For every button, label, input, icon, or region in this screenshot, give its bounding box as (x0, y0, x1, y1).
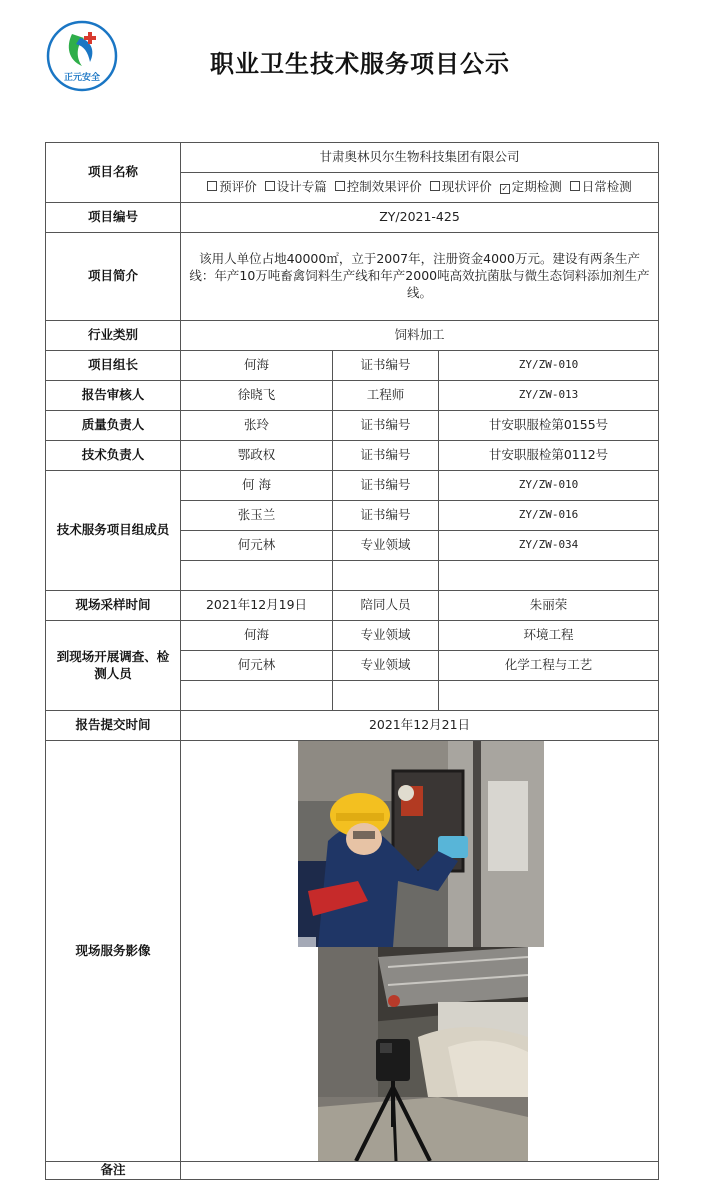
reviewer-field: 工程师 (333, 381, 439, 411)
site-photos-cell (181, 741, 659, 1162)
service-type-status-eval[interactable]: 现状评价 (430, 179, 492, 196)
page-title: 职业卫生技术服务项目公示 (210, 50, 510, 78)
quality-lead-cert: 甘安职服检第0155号 (439, 411, 659, 441)
service-type-control-eval[interactable]: 控制效果评价 (335, 179, 422, 196)
service-type-row (181, 173, 659, 203)
sampling-date: 2021年12月19日 (181, 591, 333, 621)
team-members-label: 技术服务项目组成员 (46, 471, 181, 591)
checkbox-icon (207, 181, 217, 191)
quality-lead-field: 证书编号 (333, 411, 439, 441)
sampling-time-label: 现场采样时间 (46, 591, 181, 621)
team-leader-name: 何海 (181, 351, 333, 381)
member-empty-cell (333, 561, 439, 591)
site-photo-warehouse-tripod[interactable] (318, 947, 528, 1161)
report-submit-label: 报告提交时间 (46, 711, 181, 741)
project-intro-value: 该用人单位占地40000㎡，立于2007年，注册资金4000万元。建设有两条生产线：年产10万吨畜禽饲料生产线和年产2000吨高效抗菌肽与微生态饲料添加剂生产线。 (181, 233, 659, 321)
member-empty-cell (181, 561, 333, 591)
reviewer-label: 报告审核人 (46, 381, 181, 411)
site-staff-value: 环境工程 (439, 621, 659, 651)
tech-lead-field: 证书编号 (333, 441, 439, 471)
quality-lead-label: 质量负责人 (46, 411, 181, 441)
site-staff-name: 何元林 (181, 651, 333, 681)
project-name-value: 甘肃奥林贝尔生物科技集团有限公司 (181, 143, 659, 173)
service-type-daily[interactable]: 日常检测 (570, 179, 632, 196)
checkbox-icon (430, 181, 440, 191)
logo-text: 正元安全 (63, 73, 101, 83)
member-cert: ZY/ZW-010 (439, 471, 659, 501)
member-field: 专业领域 (333, 531, 439, 561)
service-type-periodic[interactable]: ✓ 定期检测 (501, 179, 562, 195)
checkbox-icon (265, 181, 275, 191)
project-intro-label: 项目简介 (46, 233, 181, 321)
checkbox-icon (335, 181, 345, 191)
member-name: 何元林 (181, 531, 333, 561)
service-type-design[interactable]: 设计专篇 (265, 179, 327, 196)
member-name: 张玉兰 (181, 501, 333, 531)
tech-lead-label: 技术负责人 (46, 441, 181, 471)
reviewer-name: 徐晓飞 (181, 381, 333, 411)
tech-lead-name: 鄂政权 (181, 441, 333, 471)
member-field: 证书编号 (333, 501, 439, 531)
team-leader-label: 项目组长 (46, 351, 181, 381)
project-info-table (45, 142, 659, 1180)
site-staff-value: 化学工程与工艺 (439, 651, 659, 681)
site-staff-label: 到现场开展调查、检测人员 (46, 621, 181, 711)
remarks-label: 备注 (46, 1162, 181, 1180)
remarks-value (181, 1162, 659, 1180)
member-name: 何 海 (181, 471, 333, 501)
site-staff-empty-cell (439, 681, 659, 711)
member-cert: ZY/ZW-034 (439, 531, 659, 561)
site-staff-empty-cell (333, 681, 439, 711)
site-photos-label: 现场服务影像 (46, 741, 181, 1162)
member-cert: ZY/ZW-016 (439, 501, 659, 531)
member-empty-cell (439, 561, 659, 591)
team-leader-cert: ZY/ZW-010 (439, 351, 659, 381)
checkbox-icon (570, 181, 580, 191)
companion-name: 朱丽荣 (439, 591, 659, 621)
project-name-label: 项目名称 (46, 143, 181, 203)
member-field: 证书编号 (333, 471, 439, 501)
tech-lead-cert: 甘安职服检第0112号 (439, 441, 659, 471)
industry-value: 饲料加工 (181, 321, 659, 351)
site-staff-field: 专业领域 (333, 621, 439, 651)
quality-lead-name: 张玲 (181, 411, 333, 441)
site-staff-empty-cell (181, 681, 333, 711)
project-no-value: ZY/2021-425 (181, 203, 659, 233)
reviewer-cert: ZY/ZW-013 (439, 381, 659, 411)
team-leader-field: 证书编号 (333, 351, 439, 381)
checkbox-checked-icon: ✓ (501, 184, 509, 194)
site-staff-field: 专业领域 (333, 651, 439, 681)
industry-label: 行业类别 (46, 321, 181, 351)
report-submit-date: 2021年12月21日 (181, 711, 659, 741)
site-photo-worker-meter[interactable] (298, 741, 544, 947)
project-no-label: 项目编号 (46, 203, 181, 233)
companion-label: 陪同人员 (333, 591, 439, 621)
site-staff-name: 何海 (181, 621, 333, 651)
service-type-pre-eval[interactable]: 预评价 (207, 179, 257, 196)
